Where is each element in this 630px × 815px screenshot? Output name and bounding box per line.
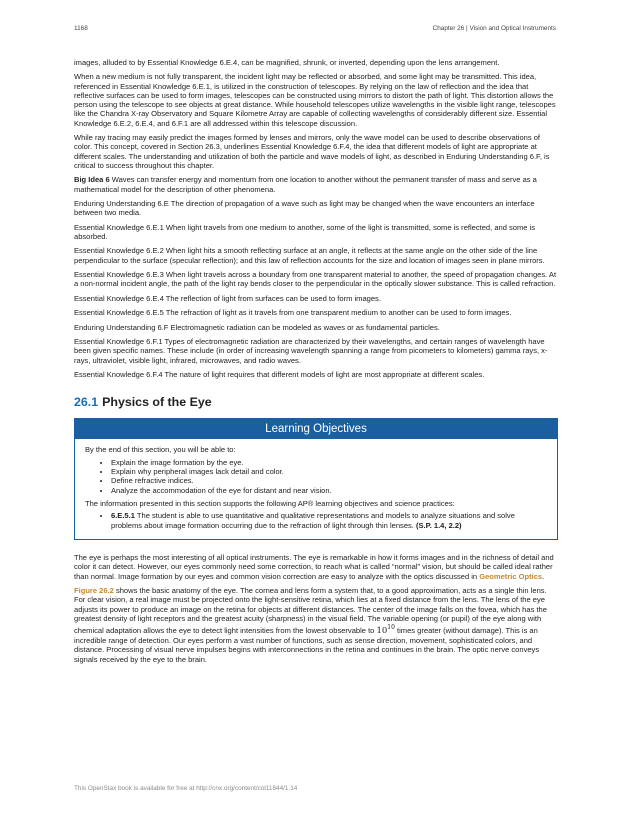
learning-objectives-body (75, 439, 557, 539)
eye-paragraph-2 (74, 586, 558, 664)
math-exponent: 10 (387, 624, 395, 632)
page-body (74, 58, 558, 669)
objective-item: • Explain the image formation by the eye. (111, 458, 547, 467)
ap-objective-code: 6.E.5.1 (111, 511, 135, 521)
knowledge-item: Essential Knowledge 6.E.4 The reflection of light from surfaces can be used to form images. (74, 293, 381, 303)
objective-item: • Define refractive indices. (111, 476, 547, 485)
knowledge-item: Essential Knowledge 6.F.4 The nature of light requires that different models of light are most appropriate at different scales. (74, 370, 485, 379)
ap-intro: The information presented in this section supports the following AP® learning objectives and science practices: (85, 499, 455, 509)
objectives-intro: By the end of this section, you will be able to: (85, 445, 236, 455)
knowledge-item: Essential Knowledge 6.E.2 When light hits a smooth reflecting surface at an angle, it reflects at the same angle on the other side of the line perpendicular to the surface (specular reflection); and this law of reflection accounts for the size and location of images seen in plane mirrors. (74, 246, 545, 265)
paragraph: When a new medium is not fully transparent, the incident light may be reflected or absorbed, and some light may be transmitted. This idea, referenced in Essential Knowledge 6.E.1, is utilized in the construction of telescopes. By relying on the law of reflection and the idea that reflective surfaces can be used to form images, telescopes can be constructed using mirrors to distort the path of light. This distortion allows the person using the telescope to see objects at great distance. While household telescopes utilize wavelengths in the visible light range, telescopes like the Chandra X-ray Observatory and Square Kilometre Array are capable of collecting wavelengths of considerably different size. Essential Knowledge 6.E.2, 6.E.4, and 6.F.1 are all addressed within this telescope discussion. (74, 72, 556, 128)
ap-science-practice: (S.P. 1.4, 2.2) (415, 520, 462, 530)
eye-paragraph-1-text: The eye is perhaps the most interesting of all optical instruments. The eye is remarkable in how it forms images and in the richness of detail and color it can detect. However, our eyes commonly need some correction, to reach what is called “normal” vision, but should be called ideal rather than normal. Image formation by our eyes and common vision correction are easy to analyze with the optics discussed in (74, 553, 554, 581)
section-title-text: Physics of the Eye (102, 395, 212, 410)
figure-26-2-link[interactable]: Figure 26.2 (74, 586, 114, 596)
ap-objectives-list (85, 511, 547, 530)
eye-paragraph-2-text-b: times greater (without damage). This is an incredible range of detection. Our eyes perform a vast number of functions, such as sense direction, movement, sophisticated colors, and distance. Processing of visual nerve impulses begins with interconnections in the retina and continues in the brain. The optic nerve conveys signals received by the eye to the brain. (74, 625, 540, 664)
ten-power-ten (376, 626, 394, 636)
math-base: 10 (376, 625, 388, 636)
ap-objective-item (111, 511, 547, 530)
big-idea-text: Waves can transfer energy and momentum from one location to another without the permanent transfer of mass and serve as a mathematical model for the description of other phenomena. (74, 175, 537, 194)
chapter-title: Chapter 26 | Vision and Optical Instruments (432, 25, 556, 32)
paragraph: images, alluded to by Essential Knowledge 6.E.4, can be magnified, shrunk, or inverted, depending upon the lens arrangement. (74, 58, 500, 67)
knowledge-item: Enduring Understanding 6.E The direction of propagation of a wave such as light may be changed when the wave encounters an interface between two media. (74, 199, 535, 218)
eye-paragraph-1 (74, 553, 558, 581)
section-number: 26.1 (74, 395, 99, 410)
page-number: 1168 (74, 25, 88, 32)
page-footer: This OpenStax book is available for free at http://cnx.org/content/col11844/1.14 (74, 785, 298, 792)
page-header (74, 25, 556, 32)
learning-objectives-heading: Learning Objectives (75, 419, 557, 439)
knowledge-item: Essential Knowledge 6.E.5 The refraction of light as it travels from one transparent medium to another can be used to form images. (74, 308, 512, 318)
objectives-list (85, 458, 547, 496)
knowledge-item: Enduring Understanding 6.F Electromagnetic radiation can be modeled as waves or as fundamental particles. (74, 322, 440, 332)
big-idea (74, 175, 558, 194)
knowledge-item: Essential Knowledge 6.E.1 When light travels from one medium to another, some of the light is transmitted, some is reflected, and some is absorbed. (74, 222, 536, 241)
objective-item: • Explain why peripheral images lack detail and color. (111, 467, 547, 476)
eye-paragraph-2-text-a: shows the basic anatomy of the eye. The cornea and lens form a system that, to a good approximation, acts as a single thin lens. For clear vision, a real image must be projected onto the light-sensitive retina, which lies at a fixed distance from the lens. The lens of the eye adjusts its power to produce an image on the retina for objects at different distances. The center of the image falls on the fovea, which has the greatest density of light receptors and the greatest acuity (sharpness) in the visual field. The variable opening (or pupil) of the eye along with chemical adaptation allows the eye to detect light intensities from the lowest observable to (74, 586, 547, 635)
knowledge-item: Essential Knowledge 6.F.1 Types of electromagnetic radiation are characterized by their wavelengths, and certain ranges of wavelength have been given specific names. These include (in order of increasing wavelength spanning a range from picometers to kilometers) gamma rays, x-rays, ultraviolet, visible light, infrared, microwaves, and radio waves. (74, 337, 548, 365)
big-idea-label: Big Idea 6 (74, 175, 110, 185)
eye-paragraph-1-end: . (542, 571, 545, 581)
ap-objective-text: The student is able to use quantitative and qualitative representations and models to analyze situations and solve problems about image formation occurring due to the refraction of light through thin lenses. (111, 511, 515, 530)
geometric-optics-link[interactable]: Geometric Optics (479, 571, 543, 581)
objective-item: • Analyze the accommodation of the eye for distant and near vision. (111, 486, 547, 495)
knowledge-item: Essential Knowledge 6.E.3 When light travels across a boundary from one transparent material to another, the speed of propagation changes. At a non-normal incident angle, the path of the light ray bends closer to the perpendicular in the optically slower substance. This is called refraction. (74, 270, 557, 289)
learning-objectives-box (74, 418, 558, 540)
section-title (74, 395, 558, 409)
paragraph: While ray tracing may easily predict the images formed by lenses and mirrors, only the wave model can be used to describe observations of color. This concept, covered in Section 26.3, underlines Essential Knowledge 6.F.4, the idea that different models of light are appropriate at different scales. The understanding and utilization of both the particle and wave models of light, as described in Enduring Understanding 6.F, is critical to success throughout this chapter. (74, 133, 550, 170)
